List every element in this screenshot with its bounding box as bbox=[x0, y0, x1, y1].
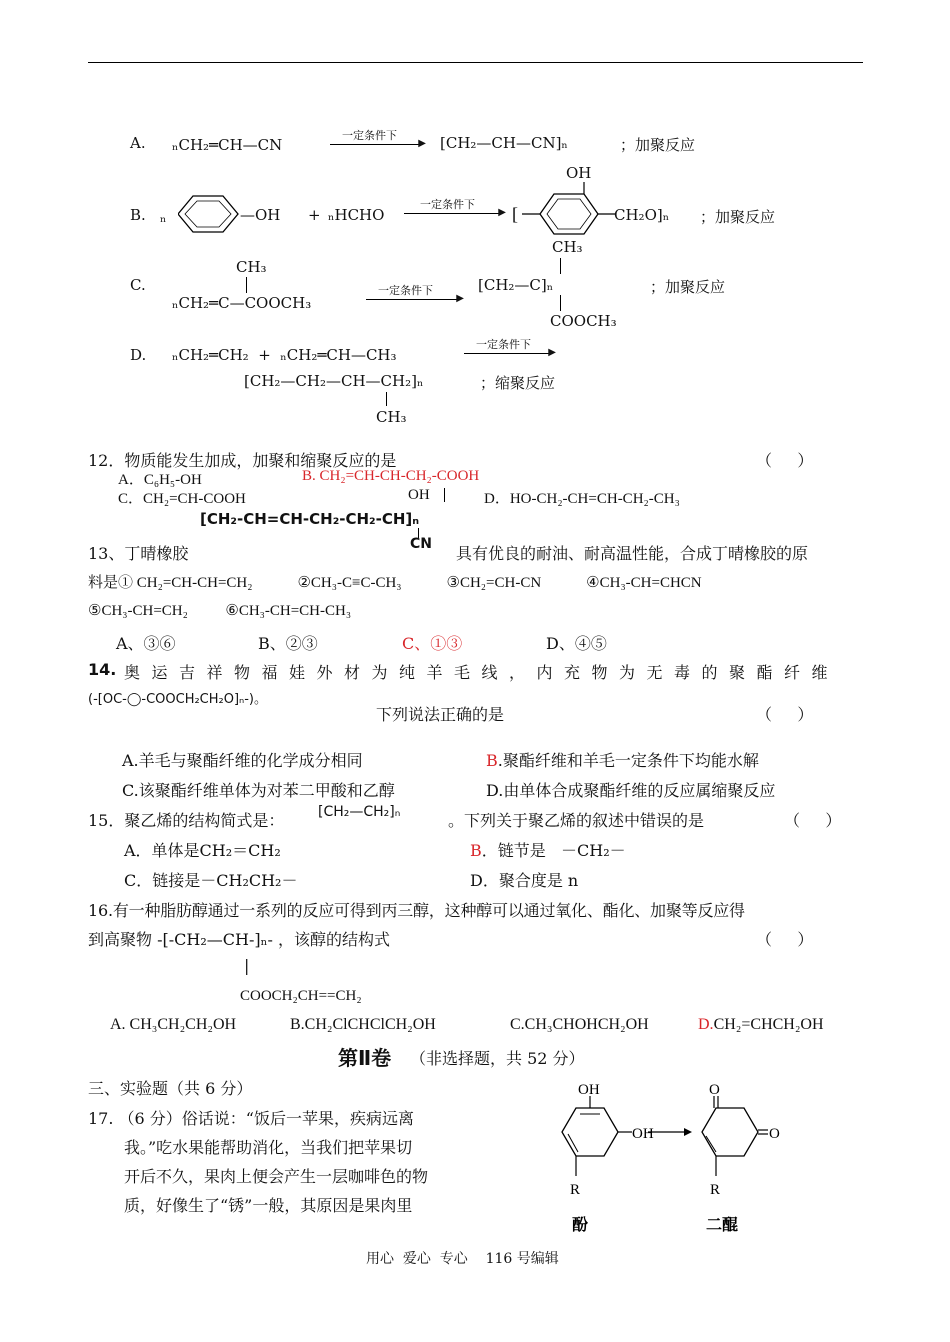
q17-line2: 我。”吃水果能帮助消化，当我们把苹果切 bbox=[124, 1138, 413, 1157]
option-b-product-oh: OH bbox=[566, 164, 592, 182]
q16-option-d: D.CH₂=CHCH₂OH bbox=[698, 1016, 824, 1033]
q14-number: 14. bbox=[88, 660, 117, 679]
q15-formula: [CH₂—CH₂]ₙ bbox=[318, 804, 401, 820]
option-c-condition: 一定条件下 bbox=[378, 284, 433, 297]
q13-line3: ⑤CH₃-CH=CH₂ ⑥CH₃-CH=CH-CH₃ bbox=[88, 603, 352, 619]
fig-r2: R bbox=[710, 1182, 721, 1198]
fig-right-label: 二醌 bbox=[706, 1215, 739, 1234]
q13-option-b: B、②③ bbox=[258, 634, 318, 653]
q15-option-d: D．聚合度是 n bbox=[470, 871, 579, 890]
q16-option-b: B.CH₂ClCHClCH₂OH bbox=[290, 1016, 436, 1033]
q13-cn: CN bbox=[410, 536, 432, 552]
q16-line2: 到高聚物 -[-CH₂—CH-]ₙ- ，该醇的结构式 bbox=[88, 930, 391, 949]
phenol-ring bbox=[178, 192, 248, 236]
option-c-product-bond-bottom bbox=[560, 295, 561, 311]
fig-oh1: OH bbox=[578, 1082, 600, 1098]
fig-o1: O bbox=[709, 1082, 720, 1098]
q15-stem-pre: 15．聚乙烯的结构简式是： bbox=[88, 811, 285, 830]
option-b-oh: —OH bbox=[240, 206, 281, 224]
option-c-bond bbox=[246, 277, 247, 293]
option-a-condition: 一定条件下 bbox=[342, 129, 397, 142]
q14-option-c: C.该聚酯纤维单体为对苯二甲酸和乙醇 bbox=[122, 781, 395, 800]
option-c-arrow: ▶ bbox=[366, 299, 460, 300]
svg-text:[: [ bbox=[512, 204, 518, 224]
q15-paren: （ ） bbox=[784, 811, 842, 830]
q12-stem: 12．物质能发生加成，加聚和缩聚反应的是 bbox=[88, 451, 397, 470]
option-d-product: [CH₂—CH₂—CH—CH₂]ₙ bbox=[244, 372, 424, 390]
q13-polymer: [CH₂-CH=CH-CH₂-CH₂-CH]ₙ bbox=[200, 510, 420, 528]
option-d-note: ；缩聚反应 bbox=[480, 374, 556, 392]
q13-option-a: A、③⑥ bbox=[116, 634, 176, 653]
option-b-plus: + bbox=[308, 206, 321, 224]
q14-option-d: D.由单体合成聚酯纤维的反应属缩聚反应 bbox=[486, 781, 776, 800]
option-c-product-cooch3: COOCH₃ bbox=[550, 312, 617, 330]
page-footer: 用心 爱心 专心 116 号编辑 bbox=[366, 1251, 559, 1267]
q16-paren: （ ） bbox=[756, 930, 814, 949]
option-d-bond bbox=[386, 392, 387, 406]
option-a-note: ；加聚反应 bbox=[620, 136, 696, 154]
q12-oh: OH bbox=[408, 487, 430, 503]
q12-option-b: B. CH₂=CH-CH-CH₂-COOH bbox=[302, 468, 480, 484]
option-b-hcho: ₙHCHO bbox=[328, 206, 385, 224]
option-d-ch3: CH₃ bbox=[376, 408, 407, 426]
option-b-letter: B. bbox=[130, 206, 146, 224]
q14-paren: （ ） bbox=[756, 705, 814, 724]
option-d-letter: D. bbox=[130, 346, 147, 364]
option-a-arrow: ▶ bbox=[330, 144, 422, 145]
q12-option-c: C．CH₂=CH-COOH bbox=[118, 491, 246, 507]
fig-left-label: 酚 bbox=[572, 1215, 589, 1234]
q13-stem-pre: 13、丁晴橡胶 bbox=[88, 544, 189, 563]
q17-line4: 质，好像生了“锈”一般，其原因是果肉里 bbox=[124, 1196, 413, 1215]
option-c-letter: C. bbox=[130, 276, 146, 294]
q13-stem-post: 具有优良的耐油、耐高温性能，合成丁晴橡胶的原 bbox=[456, 544, 809, 563]
option-b-n: ₙ bbox=[160, 208, 167, 226]
q15-stem-post: 。下列关于聚乙烯的叙述中错误的是 bbox=[448, 811, 705, 830]
option-a-reactant: ₙCH₂═CH—CN bbox=[172, 136, 283, 154]
option-b-product-right: CH₂O]ₙ bbox=[614, 206, 670, 224]
option-c-reactant: ₙCH₂═C—COOCH₃ bbox=[172, 294, 312, 312]
q14-formula: (-[OC-◯-COOCH₂CH₂O]ₙ-)。 bbox=[88, 692, 267, 707]
q16-option-a: A. CH₃CH₂CH₂OH bbox=[110, 1016, 237, 1033]
q12-option-a: A．C₆H₅-OH bbox=[118, 472, 202, 488]
q15-option-b: B．链节是 －CH₂－ bbox=[470, 841, 626, 860]
option-c-note: ；加聚反应 bbox=[650, 278, 726, 296]
q12-bond bbox=[444, 488, 445, 502]
option-c-ch3: CH₃ bbox=[236, 258, 267, 276]
header-rule bbox=[88, 62, 863, 63]
q14-stem2: 下列说法正确的是 bbox=[376, 705, 505, 724]
q13-option-c: C、①③ bbox=[402, 634, 463, 653]
q14-option-b: B.聚酯纤维和羊毛一定条件下均能水解 bbox=[486, 751, 759, 770]
section3-title: 三、实验题（共 6 分） bbox=[88, 1079, 253, 1098]
fig-r1: R bbox=[570, 1182, 581, 1198]
q12-option-d: D．HO-CH₂-CH=CH-CH₂-CH₃ bbox=[484, 491, 680, 507]
option-b-condition: 一定条件下 bbox=[420, 198, 475, 211]
phenol-quinone-figure bbox=[548, 1074, 788, 1242]
q15-option-c: C．链接是－CH₂CH₂－ bbox=[124, 871, 298, 890]
q17-line1: 17. （6 分）俗话说：“饭后一苹果，疾病远离 bbox=[88, 1109, 414, 1128]
option-c-product: [CH₂—C]ₙ bbox=[478, 276, 554, 294]
q17-line3: 开后不久，果肉上便会产生一层咖啡色的物 bbox=[124, 1167, 429, 1186]
q16-bar: | bbox=[244, 956, 250, 975]
q14-stem: 奥运吉祥物福娃外材为纯羊毛线，内充物为无毒的聚酯纤维 bbox=[124, 663, 840, 682]
q12-paren: （ ） bbox=[756, 451, 814, 470]
option-a-letter: A. bbox=[130, 134, 146, 152]
phenol-polymer-ring bbox=[512, 182, 622, 240]
option-d-reactants: ₙCH₂═CH₂ + ₙCH₂═CH—CH₃ bbox=[172, 346, 397, 364]
option-d-arrow: ▶ bbox=[464, 353, 552, 354]
q16-option-c: C.CH₃CHOHCH₂OH bbox=[510, 1016, 649, 1033]
q13-option-d: D、④⑤ bbox=[546, 634, 607, 653]
option-a-product: [CH₂—CH—CN]ₙ bbox=[440, 134, 568, 152]
option-d-condition: 一定条件下 bbox=[476, 338, 531, 351]
q16-line1: 16.有一种脂肪醇通过一系列的反应可得到丙三醇，这种醇可以通过氧化、酯化、加聚等反应得 bbox=[88, 901, 745, 920]
fig-oh2: OH bbox=[632, 1126, 654, 1142]
section2-title: 第Ⅱ卷 bbox=[338, 1046, 392, 1070]
option-c-product-ch3: CH₃ bbox=[552, 238, 583, 256]
option-b-arrow: ▶ bbox=[404, 213, 502, 214]
q13-line2: 料是① CH₂=CH-CH=CH₂ ②CH₃-C≡C-CH₃ ③CH₂=CH-CN ④CH₃-CH=CHCN bbox=[88, 575, 702, 591]
q14-option-a: A.羊毛与聚酯纤维的化学成分相同 bbox=[122, 751, 363, 770]
option-b-note: ；加聚反应 bbox=[700, 208, 776, 226]
fig-o2: O bbox=[769, 1126, 780, 1142]
q16-sub: COOCH₂CH==CH₂ bbox=[240, 988, 362, 1004]
option-c-product-bond-top bbox=[560, 258, 561, 274]
section2-sub: （非选择题，共 52 分） bbox=[410, 1049, 585, 1068]
q15-option-a: A．单体是CH₂＝CH₂ bbox=[124, 841, 281, 860]
